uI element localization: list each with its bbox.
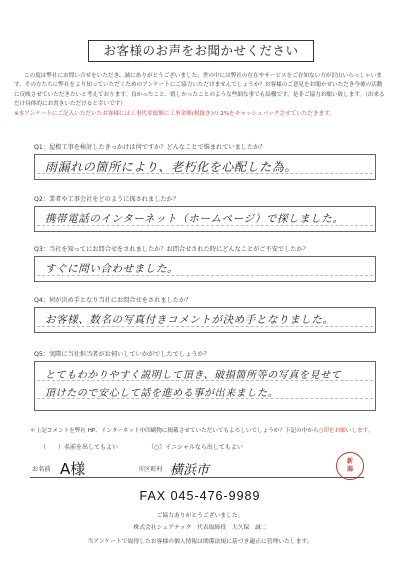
customer-city: 横浜市: [170, 463, 210, 478]
question-5-label: Q5：実際に当社担当者がお伺いしていかがでしたでしょうか？: [34, 351, 210, 358]
answer-5-line-2: 頂けたので安心して話を進める事が出来ました。: [45, 388, 279, 399]
answer-4-box: [34, 307, 376, 333]
question-1-label: Q1：屋根工事を検討したきっかけは何ですか？どんなことで悩まれていましたか？: [34, 144, 266, 151]
intro-text: この度は弊社にお問い合せをいただき、誠にありがとうございました。世の中には弊社の存在やサービスをご存知ない方が沢山いらっしゃいます。その方たちに弊社をより知っていただくためのアンケートにご協力いただけませんでしょうか？お客様のご意見をお聞かせいただき今後の活動に反映させていただきたいと考えております。良かったこと、嬉しかったことのような些細な事でも結構です。是非ご協力お願い致します。（出来るだけ具体的にお書きいただけると幸いです）: [14, 73, 385, 108]
intro-paragraph: [14, 72, 386, 119]
answer-2-text: 携帯電話のインターネット（ホームページ）で探しました。: [45, 213, 344, 225]
city-label: 市区町村: [138, 466, 163, 473]
footer-privacy: 当アンケートで取得したお客様の個人情報は関係法規に基づき適正に管理いたします。: [87, 539, 313, 545]
answer-5-box: [34, 361, 376, 411]
publication-consent: [30, 427, 380, 435]
document-title: お客様のお声をお聞かせください: [88, 40, 314, 62]
answer-1-box: [34, 154, 376, 180]
customer-name: A様: [60, 460, 86, 478]
question-2-label: Q2：業者や工事会社をどのように探されましたか？: [34, 196, 179, 203]
fax-number: FAX 045-476-9989: [139, 489, 261, 503]
answer-5-line-1: とてもわかりやすく説明して頂き、破損箇所等の写真を見せて: [45, 370, 342, 381]
answer-2-box: [34, 206, 376, 232]
footer-thanks: ご協力ありがとうございました。: [156, 513, 244, 519]
name-label: お名前: [32, 466, 51, 473]
consent-instruction: ○印をお願いします。: [318, 428, 374, 434]
question-4-label: Q4：何が決め手となり当社にお問合せをされましたか？: [34, 297, 192, 304]
footer-company: 株式会社シェアテック 代表取締役 大久保 誠二: [133, 525, 267, 531]
customer-info-row: [30, 455, 364, 478]
answer-3-box: [34, 256, 376, 282]
consent-text: ＊上記コメントを弊社 HP、インターネット中印刷物に掲載させていただいてもよろしいでしょうか？下記の中から: [30, 428, 319, 434]
seal-stamp: 新 潟: [336, 452, 364, 480]
answer-4-text: お客様、数名の写真付きコメントが決め手となりました。: [45, 314, 334, 326]
answer-1-text: 雨漏れの箇所により、老朽化を心配した為。: [45, 160, 298, 174]
cashback-note: ※本アンケートにご記入いただいたお客様には工事代金総額に工事金額(税抜き)の 2%をキャッシュバックさせていただきます。: [14, 110, 335, 117]
consent-option-initials[interactable]: （○）イニシャルなら出してもよい: [148, 444, 243, 451]
consent-option-full-name[interactable]: （ ）名前を出してもよい: [40, 444, 119, 451]
answer-3-text: すぐに問い合わせました。: [45, 263, 179, 275]
question-3-label: Q3：当社を知ってにお問合せをされましたか？お問合せされた時にどんなことがご不安でしたか？: [34, 246, 309, 253]
